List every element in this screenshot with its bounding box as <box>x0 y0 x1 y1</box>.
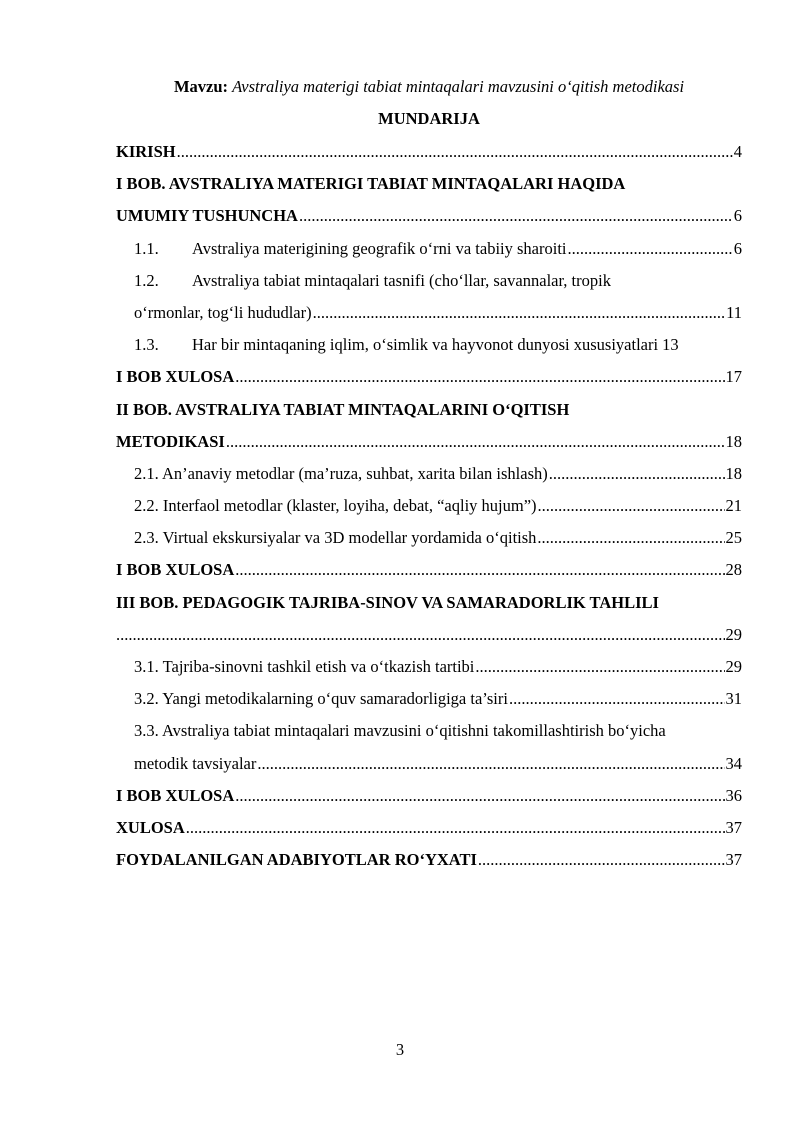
toc-chapter3-title-line1[interactable]: III BOB. PEDAGOGIK TAJRIBA-SINOV VA SAMARADORLIK TAHLILI <box>116 592 659 612</box>
toc-entry-3-3-line1[interactable]: 3.3. Avstraliya tabiat mintaqalari mavzusini o‘qitishni takomillashtirish bo‘yicha <box>134 721 666 741</box>
toc-entry-text: FOYDALANILGAN ADABIYOTLAR RO‘YXATI <box>116 850 477 870</box>
toc-chapter1-title-line1[interactable]: I BOB. AVSTRALIYA MATERIGI TABIAT MINTAQALARI HAQIDA <box>116 174 626 194</box>
toc-entry-text: Avstraliya tabiat mintaqalari tasnifi (cho‘llar, savannalar, tropik <box>192 270 611 290</box>
toc-leader-dots <box>177 136 733 168</box>
toc-entry-page: 13 <box>662 335 679 355</box>
document-page <box>116 76 742 876</box>
toc-entry-text: METODIKASI <box>116 431 225 451</box>
toc-leader-dots <box>226 426 725 458</box>
toc-entry-text: I BOB XULOSA <box>116 560 235 580</box>
toc-heading: MUNDARIJA <box>378 109 480 128</box>
toc-leader-dots <box>299 200 733 232</box>
topic-title: Avstraliya materigi tabiat mintaqalari mavzusini o‘qitish metodikasi <box>232 77 685 96</box>
toc-entry-text: 3.1. Tajriba-sinovni tashkil etish va o‘tkazish tartibi <box>134 657 475 676</box>
toc-entry-adabiyotlar[interactable] <box>116 844 742 876</box>
toc-entry-kirish[interactable] <box>116 136 742 168</box>
toc-leader-dots <box>549 458 725 490</box>
toc-entry-text: metodik tavsiyalar <box>134 753 257 773</box>
toc-entry-xulosa[interactable] <box>116 812 742 844</box>
toc-leader-dots <box>116 619 725 651</box>
toc-leader-dots <box>478 844 725 876</box>
toc-entry-text: I BOB XULOSA <box>116 785 235 805</box>
toc-leader-dots <box>235 780 724 812</box>
toc-entry-page: 34 <box>725 753 742 773</box>
toc-section-number: 1.2. <box>134 270 159 290</box>
toc-entry-page: 18 <box>725 431 742 451</box>
topic-label: Mavzu: <box>173 77 229 96</box>
toc-entry-xulosa-3[interactable] <box>116 780 742 812</box>
toc-leader-dots <box>475 651 724 683</box>
toc-entry-text: o‘rmonlar, tog‘li hududlar) <box>134 302 312 322</box>
toc-leader-dots <box>235 361 724 393</box>
toc-chapter1-title-line2[interactable] <box>116 200 742 232</box>
toc-entry-page: 37 <box>725 817 742 837</box>
toc-entry-page: 11 <box>726 302 742 322</box>
toc-entry-text: 2.1. An’anaviy metodlar (ma’ruza, suhbat, xarita bilan ishlash) <box>134 463 548 483</box>
toc-entry-text: Har bir mintaqaning iqlim, o‘simlik va hayvonot dunyosi xususiyatlari <box>192 335 659 355</box>
toc-leader-dots <box>257 748 724 780</box>
toc-entry-text: 2.3. Virtual ekskursiyalar va 3D modellar yordamida o‘qitish <box>134 528 537 548</box>
toc-entry-xulosa-1[interactable] <box>116 361 742 393</box>
toc-entry-3-1[interactable] <box>116 651 742 683</box>
topic-line <box>116 76 742 98</box>
page-number: 3 <box>395 1040 405 1059</box>
toc-entry-1-1[interactable] <box>116 233 742 265</box>
table-of-contents <box>116 136 742 876</box>
toc-entry-page: 17 <box>725 367 742 387</box>
toc-chapter2-title-line2[interactable] <box>116 426 742 458</box>
toc-entry-3-2[interactable] <box>116 683 742 715</box>
toc-entry-text: UMUMIY TUSHUNCHA <box>116 206 298 226</box>
toc-entry-page: 4 <box>733 142 742 161</box>
toc-leader-dots <box>568 233 733 265</box>
toc-entry-page: 6 <box>733 206 742 226</box>
toc-entry-page: 37 <box>725 850 742 870</box>
toc-leader-dots <box>537 522 724 554</box>
toc-leader-dots <box>538 490 725 522</box>
toc-entry-text: Avstraliya materigining geografik o‘rni va tabiiy sharoiti <box>192 238 567 258</box>
toc-leader-dots <box>186 812 725 844</box>
toc-entry-2-1[interactable] <box>116 458 742 490</box>
toc-entry-text: XULOSA <box>116 817 185 837</box>
toc-entry-2-3[interactable] <box>116 522 742 554</box>
toc-entry-page: 6 <box>733 238 742 258</box>
toc-entry-page: 25 <box>725 528 742 548</box>
toc-section-number: 1.3. <box>134 335 159 355</box>
toc-leader-dots <box>509 683 725 715</box>
toc-section-number: 1.1. <box>134 238 159 258</box>
toc-entry-page: 29 <box>725 624 742 644</box>
toc-entry-page: 29 <box>725 657 742 676</box>
toc-entry-text: I BOB XULOSA <box>116 367 235 387</box>
toc-entry-page: 28 <box>725 560 742 580</box>
toc-entry-1-2-line2[interactable] <box>116 297 742 329</box>
toc-entry-text: KIRISH <box>116 142 176 161</box>
toc-entry-page: 21 <box>725 496 742 516</box>
toc-leader-dots <box>235 554 724 586</box>
toc-entry-page: 18 <box>725 463 742 483</box>
toc-entry-xulosa-2[interactable] <box>116 554 742 586</box>
toc-chapter3-title-line2[interactable] <box>116 619 742 651</box>
toc-entry-text: 3.2. Yangi metodikalarning o‘quv samaradorligiga ta’siri <box>134 689 508 709</box>
toc-chapter2-title-line1[interactable]: II BOB. AVSTRALIYA TABIAT MINTAQALARINI O‘QITISH <box>116 399 570 419</box>
toc-leader-dots <box>313 297 726 329</box>
toc-entry-page: 36 <box>725 785 742 805</box>
toc-entry-2-2[interactable] <box>116 490 742 522</box>
toc-entry-page: 31 <box>725 689 742 709</box>
toc-entry-1-2-line1[interactable] <box>116 265 742 297</box>
toc-entry-text: 2.2. Interfaol metodlar (klaster, loyiha, debat, “aqliy hujum”) <box>134 496 537 516</box>
toc-entry-1-3[interactable] <box>116 329 742 361</box>
toc-entry-3-3-line2[interactable] <box>116 748 742 780</box>
